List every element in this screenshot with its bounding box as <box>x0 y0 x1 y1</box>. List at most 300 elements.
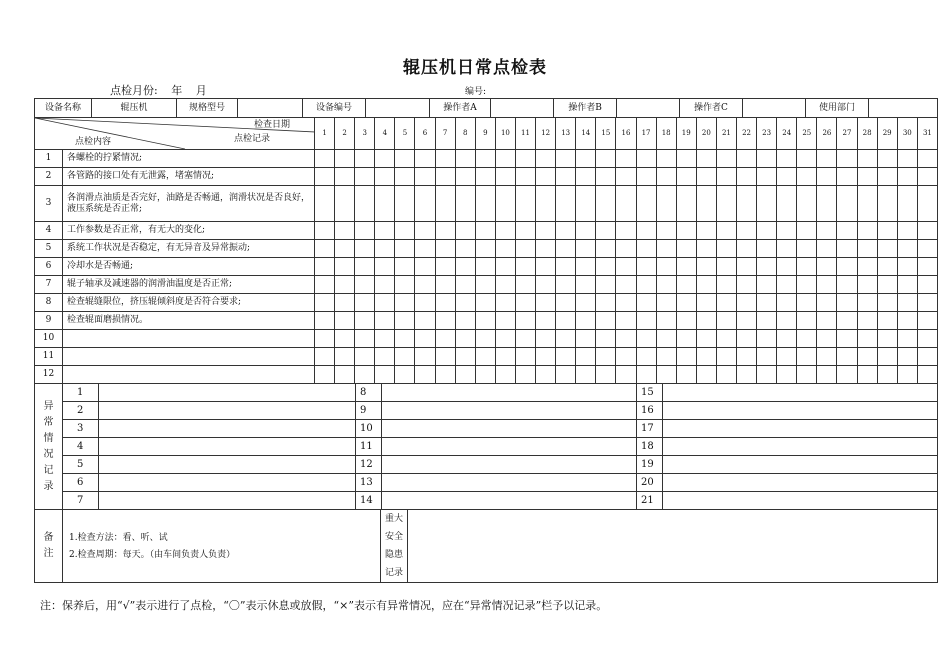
check-cell[interactable] <box>636 258 656 276</box>
check-cell[interactable] <box>435 312 455 330</box>
check-cell[interactable] <box>395 258 415 276</box>
check-cell[interactable] <box>656 168 676 186</box>
check-cell[interactable] <box>495 150 515 168</box>
check-cell[interactable] <box>636 312 656 330</box>
check-cell[interactable] <box>596 294 616 312</box>
check-cell[interactable] <box>817 276 837 294</box>
abnormal-entry[interactable] <box>663 384 937 401</box>
check-cell[interactable] <box>455 312 475 330</box>
check-cell[interactable] <box>415 312 435 330</box>
check-cell[interactable] <box>897 168 917 186</box>
check-cell[interactable] <box>415 366 435 384</box>
check-cell[interactable] <box>917 312 937 330</box>
check-cell[interactable] <box>736 294 756 312</box>
check-cell[interactable] <box>897 348 917 366</box>
model-value[interactable] <box>238 99 303 117</box>
check-cell[interactable] <box>395 186 415 222</box>
check-cell[interactable] <box>435 186 455 222</box>
check-cell[interactable] <box>355 294 375 312</box>
check-cell[interactable] <box>315 294 335 312</box>
check-cell[interactable] <box>515 168 535 186</box>
check-cell[interactable] <box>656 186 676 222</box>
check-cell[interactable] <box>877 330 897 348</box>
check-cell[interactable] <box>375 258 395 276</box>
check-cell[interactable] <box>656 240 676 258</box>
check-cell[interactable] <box>817 330 837 348</box>
check-cell[interactable] <box>395 294 415 312</box>
check-cell[interactable] <box>696 168 716 186</box>
check-cell[interactable] <box>536 240 556 258</box>
check-cell[interactable] <box>716 330 736 348</box>
check-cell[interactable] <box>857 276 877 294</box>
check-cell[interactable] <box>515 330 535 348</box>
check-cell[interactable] <box>315 276 335 294</box>
check-cell[interactable] <box>716 312 736 330</box>
check-cell[interactable] <box>777 312 797 330</box>
check-cell[interactable] <box>656 150 676 168</box>
check-cell[interactable] <box>335 168 355 186</box>
check-cell[interactable] <box>616 366 636 384</box>
check-cell[interactable] <box>676 294 696 312</box>
abnormal-entry[interactable] <box>99 438 356 455</box>
check-cell[interactable] <box>395 168 415 186</box>
check-cell[interactable] <box>656 276 676 294</box>
check-cell[interactable] <box>335 150 355 168</box>
check-cell[interactable] <box>716 258 736 276</box>
check-cell[interactable] <box>857 168 877 186</box>
check-cell[interactable] <box>676 330 696 348</box>
check-cell[interactable] <box>576 348 596 366</box>
check-cell[interactable] <box>596 312 616 330</box>
check-cell[interactable] <box>696 312 716 330</box>
check-cell[interactable] <box>616 312 636 330</box>
check-cell[interactable] <box>475 366 495 384</box>
check-cell[interactable] <box>596 168 616 186</box>
check-cell[interactable] <box>897 276 917 294</box>
check-cell[interactable] <box>515 276 535 294</box>
check-cell[interactable] <box>375 276 395 294</box>
check-cell[interactable] <box>355 312 375 330</box>
check-cell[interactable] <box>515 312 535 330</box>
check-cell[interactable] <box>877 294 897 312</box>
check-cell[interactable] <box>897 258 917 276</box>
check-cell[interactable] <box>556 186 576 222</box>
abnormal-entry[interactable] <box>663 438 937 455</box>
check-cell[interactable] <box>455 330 475 348</box>
check-cell[interactable] <box>877 240 897 258</box>
abnormal-entry[interactable] <box>99 474 356 491</box>
check-cell[interactable] <box>696 258 716 276</box>
check-cell[interactable] <box>736 150 756 168</box>
check-cell[interactable] <box>395 330 415 348</box>
check-cell[interactable] <box>777 222 797 240</box>
check-cell[interactable] <box>536 276 556 294</box>
check-cell[interactable] <box>435 366 455 384</box>
check-cell[interactable] <box>475 222 495 240</box>
check-cell[interactable] <box>837 258 857 276</box>
check-cell[interactable] <box>877 366 897 384</box>
check-cell[interactable] <box>455 186 475 222</box>
check-cell[interactable] <box>757 348 777 366</box>
check-cell[interactable] <box>335 330 355 348</box>
check-cell[interactable] <box>495 168 515 186</box>
check-cell[interactable] <box>495 186 515 222</box>
check-cell[interactable] <box>315 222 335 240</box>
check-cell[interactable] <box>556 366 576 384</box>
check-cell[interactable] <box>897 294 917 312</box>
check-cell[interactable] <box>415 276 435 294</box>
check-cell[interactable] <box>515 240 535 258</box>
check-cell[interactable] <box>315 258 335 276</box>
check-cell[interactable] <box>716 240 736 258</box>
check-cell[interactable] <box>877 186 897 222</box>
abnormal-entry[interactable] <box>663 456 937 473</box>
abnormal-entry[interactable] <box>99 420 356 437</box>
check-cell[interactable] <box>395 276 415 294</box>
check-cell[interactable] <box>777 366 797 384</box>
check-cell[interactable] <box>435 330 455 348</box>
check-cell[interactable] <box>355 366 375 384</box>
check-cell[interactable] <box>636 222 656 240</box>
check-cell[interactable] <box>857 150 877 168</box>
check-cell[interactable] <box>455 150 475 168</box>
check-cell[interactable] <box>817 258 837 276</box>
abnormal-entry[interactable] <box>663 402 937 419</box>
check-cell[interactable] <box>536 258 556 276</box>
check-cell[interactable] <box>797 258 817 276</box>
check-cell[interactable] <box>857 312 877 330</box>
check-cell[interactable] <box>757 240 777 258</box>
check-cell[interactable] <box>716 168 736 186</box>
check-cell[interactable] <box>395 348 415 366</box>
check-cell[interactable] <box>515 348 535 366</box>
check-cell[interactable] <box>556 348 576 366</box>
check-cell[interactable] <box>817 312 837 330</box>
check-cell[interactable] <box>335 240 355 258</box>
check-cell[interactable] <box>596 330 616 348</box>
check-cell[interactable] <box>395 366 415 384</box>
check-cell[interactable] <box>556 168 576 186</box>
check-cell[interactable] <box>435 294 455 312</box>
check-cell[interactable] <box>596 348 616 366</box>
check-cell[interactable] <box>917 168 937 186</box>
check-cell[interactable] <box>335 276 355 294</box>
check-cell[interactable] <box>536 366 556 384</box>
check-cell[interactable] <box>315 186 335 222</box>
check-cell[interactable] <box>355 222 375 240</box>
check-cell[interactable] <box>696 366 716 384</box>
check-cell[interactable] <box>857 240 877 258</box>
abnormal-entry[interactable] <box>382 492 637 509</box>
check-cell[interactable] <box>395 150 415 168</box>
check-cell[interactable] <box>475 348 495 366</box>
check-cell[interactable] <box>837 366 857 384</box>
check-cell[interactable] <box>315 168 335 186</box>
check-cell[interactable] <box>736 168 756 186</box>
check-cell[interactable] <box>777 330 797 348</box>
check-cell[interactable] <box>616 348 636 366</box>
check-cell[interactable] <box>576 222 596 240</box>
check-cell[interactable] <box>495 294 515 312</box>
abnormal-entry[interactable] <box>382 384 637 401</box>
check-cell[interactable] <box>515 222 535 240</box>
abnormal-entry[interactable] <box>99 402 356 419</box>
check-cell[interactable] <box>455 276 475 294</box>
check-cell[interactable] <box>515 150 535 168</box>
check-cell[interactable] <box>777 186 797 222</box>
check-cell[interactable] <box>676 186 696 222</box>
check-cell[interactable] <box>837 348 857 366</box>
check-cell[interactable] <box>576 150 596 168</box>
check-cell[interactable] <box>355 258 375 276</box>
check-cell[interactable] <box>375 168 395 186</box>
check-cell[interactable] <box>616 294 636 312</box>
check-cell[interactable] <box>736 240 756 258</box>
check-cell[interactable] <box>716 294 736 312</box>
abnormal-entry[interactable] <box>663 492 937 509</box>
check-cell[interactable] <box>676 366 696 384</box>
check-cell[interactable] <box>375 222 395 240</box>
abnormal-entry[interactable] <box>99 492 356 509</box>
check-cell[interactable] <box>495 276 515 294</box>
check-cell[interactable] <box>315 240 335 258</box>
check-cell[interactable] <box>495 312 515 330</box>
check-cell[interactable] <box>375 330 395 348</box>
check-cell[interactable] <box>797 348 817 366</box>
check-cell[interactable] <box>495 330 515 348</box>
check-cell[interactable] <box>415 186 435 222</box>
check-cell[interactable] <box>455 366 475 384</box>
check-cell[interactable] <box>375 312 395 330</box>
hazard-record-entry[interactable] <box>408 510 937 582</box>
check-cell[interactable] <box>415 294 435 312</box>
check-cell[interactable] <box>917 276 937 294</box>
check-cell[interactable] <box>676 168 696 186</box>
check-cell[interactable] <box>636 294 656 312</box>
check-cell[interactable] <box>636 348 656 366</box>
check-cell[interactable] <box>495 258 515 276</box>
check-cell[interactable] <box>616 240 636 258</box>
check-cell[interactable] <box>355 150 375 168</box>
check-cell[interactable] <box>556 330 576 348</box>
check-cell[interactable] <box>797 366 817 384</box>
check-cell[interactable] <box>515 294 535 312</box>
check-cell[interactable] <box>415 258 435 276</box>
check-cell[interactable] <box>757 276 777 294</box>
check-cell[interactable] <box>315 150 335 168</box>
check-cell[interactable] <box>415 240 435 258</box>
check-cell[interactable] <box>877 348 897 366</box>
check-cell[interactable] <box>355 168 375 186</box>
check-cell[interactable] <box>475 330 495 348</box>
check-cell[interactable] <box>596 366 616 384</box>
check-cell[interactable] <box>897 240 917 258</box>
check-cell[interactable] <box>917 150 937 168</box>
check-cell[interactable] <box>536 294 556 312</box>
check-cell[interactable] <box>736 186 756 222</box>
abnormal-entry[interactable] <box>382 402 637 419</box>
abnormal-entry[interactable] <box>99 384 356 401</box>
check-cell[interactable] <box>395 240 415 258</box>
check-cell[interactable] <box>757 330 777 348</box>
check-cell[interactable] <box>676 312 696 330</box>
check-cell[interactable] <box>656 258 676 276</box>
check-cell[interactable] <box>757 294 777 312</box>
check-cell[interactable] <box>676 276 696 294</box>
check-cell[interactable] <box>475 186 495 222</box>
check-cell[interactable] <box>596 258 616 276</box>
check-cell[interactable] <box>917 330 937 348</box>
check-cell[interactable] <box>656 366 676 384</box>
check-cell[interactable] <box>576 186 596 222</box>
check-cell[interactable] <box>636 186 656 222</box>
check-cell[interactable] <box>596 222 616 240</box>
check-cell[interactable] <box>676 348 696 366</box>
check-cell[interactable] <box>636 366 656 384</box>
check-cell[interactable] <box>736 348 756 366</box>
check-cell[interactable] <box>696 348 716 366</box>
abnormal-entry[interactable] <box>382 438 637 455</box>
check-cell[interactable] <box>736 276 756 294</box>
check-cell[interactable] <box>857 330 877 348</box>
abnormal-entry[interactable] <box>382 420 637 437</box>
check-cell[interactable] <box>315 366 335 384</box>
check-cell[interactable] <box>917 258 937 276</box>
check-cell[interactable] <box>576 276 596 294</box>
equipment-no-value[interactable] <box>366 99 430 117</box>
check-cell[interactable] <box>576 366 596 384</box>
check-cell[interactable] <box>877 276 897 294</box>
check-cell[interactable] <box>857 348 877 366</box>
check-cell[interactable] <box>837 330 857 348</box>
check-cell[interactable] <box>837 276 857 294</box>
check-cell[interactable] <box>616 186 636 222</box>
check-cell[interactable] <box>375 186 395 222</box>
check-cell[interactable] <box>696 240 716 258</box>
check-cell[interactable] <box>596 240 616 258</box>
check-cell[interactable] <box>837 186 857 222</box>
check-cell[interactable] <box>817 240 837 258</box>
check-cell[interactable] <box>355 276 375 294</box>
check-cell[interactable] <box>375 294 395 312</box>
check-cell[interactable] <box>897 222 917 240</box>
check-cell[interactable] <box>616 222 636 240</box>
check-cell[interactable] <box>837 240 857 258</box>
check-cell[interactable] <box>375 348 395 366</box>
check-cell[interactable] <box>917 366 937 384</box>
check-cell[interactable] <box>455 240 475 258</box>
check-cell[interactable] <box>315 348 335 366</box>
check-cell[interactable] <box>817 186 837 222</box>
check-cell[interactable] <box>335 348 355 366</box>
check-cell[interactable] <box>757 312 777 330</box>
check-cell[interactable] <box>475 276 495 294</box>
check-cell[interactable] <box>777 168 797 186</box>
abnormal-entry[interactable] <box>663 420 937 437</box>
check-cell[interactable] <box>797 312 817 330</box>
check-cell[interactable] <box>897 186 917 222</box>
check-cell[interactable] <box>536 312 556 330</box>
check-cell[interactable] <box>757 366 777 384</box>
check-cell[interactable] <box>435 222 455 240</box>
check-cell[interactable] <box>636 168 656 186</box>
check-cell[interactable] <box>917 222 937 240</box>
check-cell[interactable] <box>355 186 375 222</box>
check-cell[interactable] <box>797 240 817 258</box>
check-cell[interactable] <box>495 366 515 384</box>
check-cell[interactable] <box>455 348 475 366</box>
check-cell[interactable] <box>495 222 515 240</box>
check-cell[interactable] <box>716 222 736 240</box>
check-cell[interactable] <box>315 330 335 348</box>
check-cell[interactable] <box>837 150 857 168</box>
abnormal-entry[interactable] <box>663 474 937 491</box>
check-cell[interactable] <box>455 168 475 186</box>
check-cell[interactable] <box>556 312 576 330</box>
check-cell[interactable] <box>495 240 515 258</box>
check-cell[interactable] <box>475 312 495 330</box>
check-cell[interactable] <box>616 150 636 168</box>
operator-c-value[interactable] <box>743 99 806 117</box>
check-cell[interactable] <box>636 240 656 258</box>
check-cell[interactable] <box>857 222 877 240</box>
check-cell[interactable] <box>656 294 676 312</box>
check-cell[interactable] <box>475 258 495 276</box>
check-cell[interactable] <box>757 150 777 168</box>
check-cell[interactable] <box>335 312 355 330</box>
check-cell[interactable] <box>797 222 817 240</box>
check-cell[interactable] <box>556 240 576 258</box>
check-cell[interactable] <box>576 330 596 348</box>
check-cell[interactable] <box>696 276 716 294</box>
check-cell[interactable] <box>475 150 495 168</box>
check-cell[interactable] <box>857 294 877 312</box>
check-cell[interactable] <box>596 186 616 222</box>
check-cell[interactable] <box>536 330 556 348</box>
check-cell[interactable] <box>656 312 676 330</box>
check-cell[interactable] <box>395 222 415 240</box>
check-cell[interactable] <box>636 330 656 348</box>
check-cell[interactable] <box>636 150 656 168</box>
check-cell[interactable] <box>616 276 636 294</box>
equipment-name-value[interactable]: 辊压机 <box>92 99 177 117</box>
check-cell[interactable] <box>797 294 817 312</box>
check-cell[interactable] <box>596 150 616 168</box>
check-cell[interactable] <box>777 240 797 258</box>
operator-a-value[interactable] <box>491 99 554 117</box>
check-cell[interactable] <box>817 366 837 384</box>
check-cell[interactable] <box>797 330 817 348</box>
check-cell[interactable] <box>536 222 556 240</box>
check-cell[interactable] <box>696 186 716 222</box>
check-cell[interactable] <box>797 150 817 168</box>
check-cell[interactable] <box>897 150 917 168</box>
check-cell[interactable] <box>335 186 355 222</box>
check-cell[interactable] <box>556 222 576 240</box>
check-cell[interactable] <box>716 186 736 222</box>
check-cell[interactable] <box>757 222 777 240</box>
check-cell[interactable] <box>375 366 395 384</box>
abnormal-entry[interactable] <box>99 456 356 473</box>
check-cell[interactable] <box>696 294 716 312</box>
check-cell[interactable] <box>917 240 937 258</box>
check-cell[interactable] <box>576 294 596 312</box>
check-cell[interactable] <box>917 294 937 312</box>
check-cell[interactable] <box>857 186 877 222</box>
check-cell[interactable] <box>556 150 576 168</box>
check-cell[interactable] <box>495 348 515 366</box>
check-cell[interactable] <box>576 312 596 330</box>
